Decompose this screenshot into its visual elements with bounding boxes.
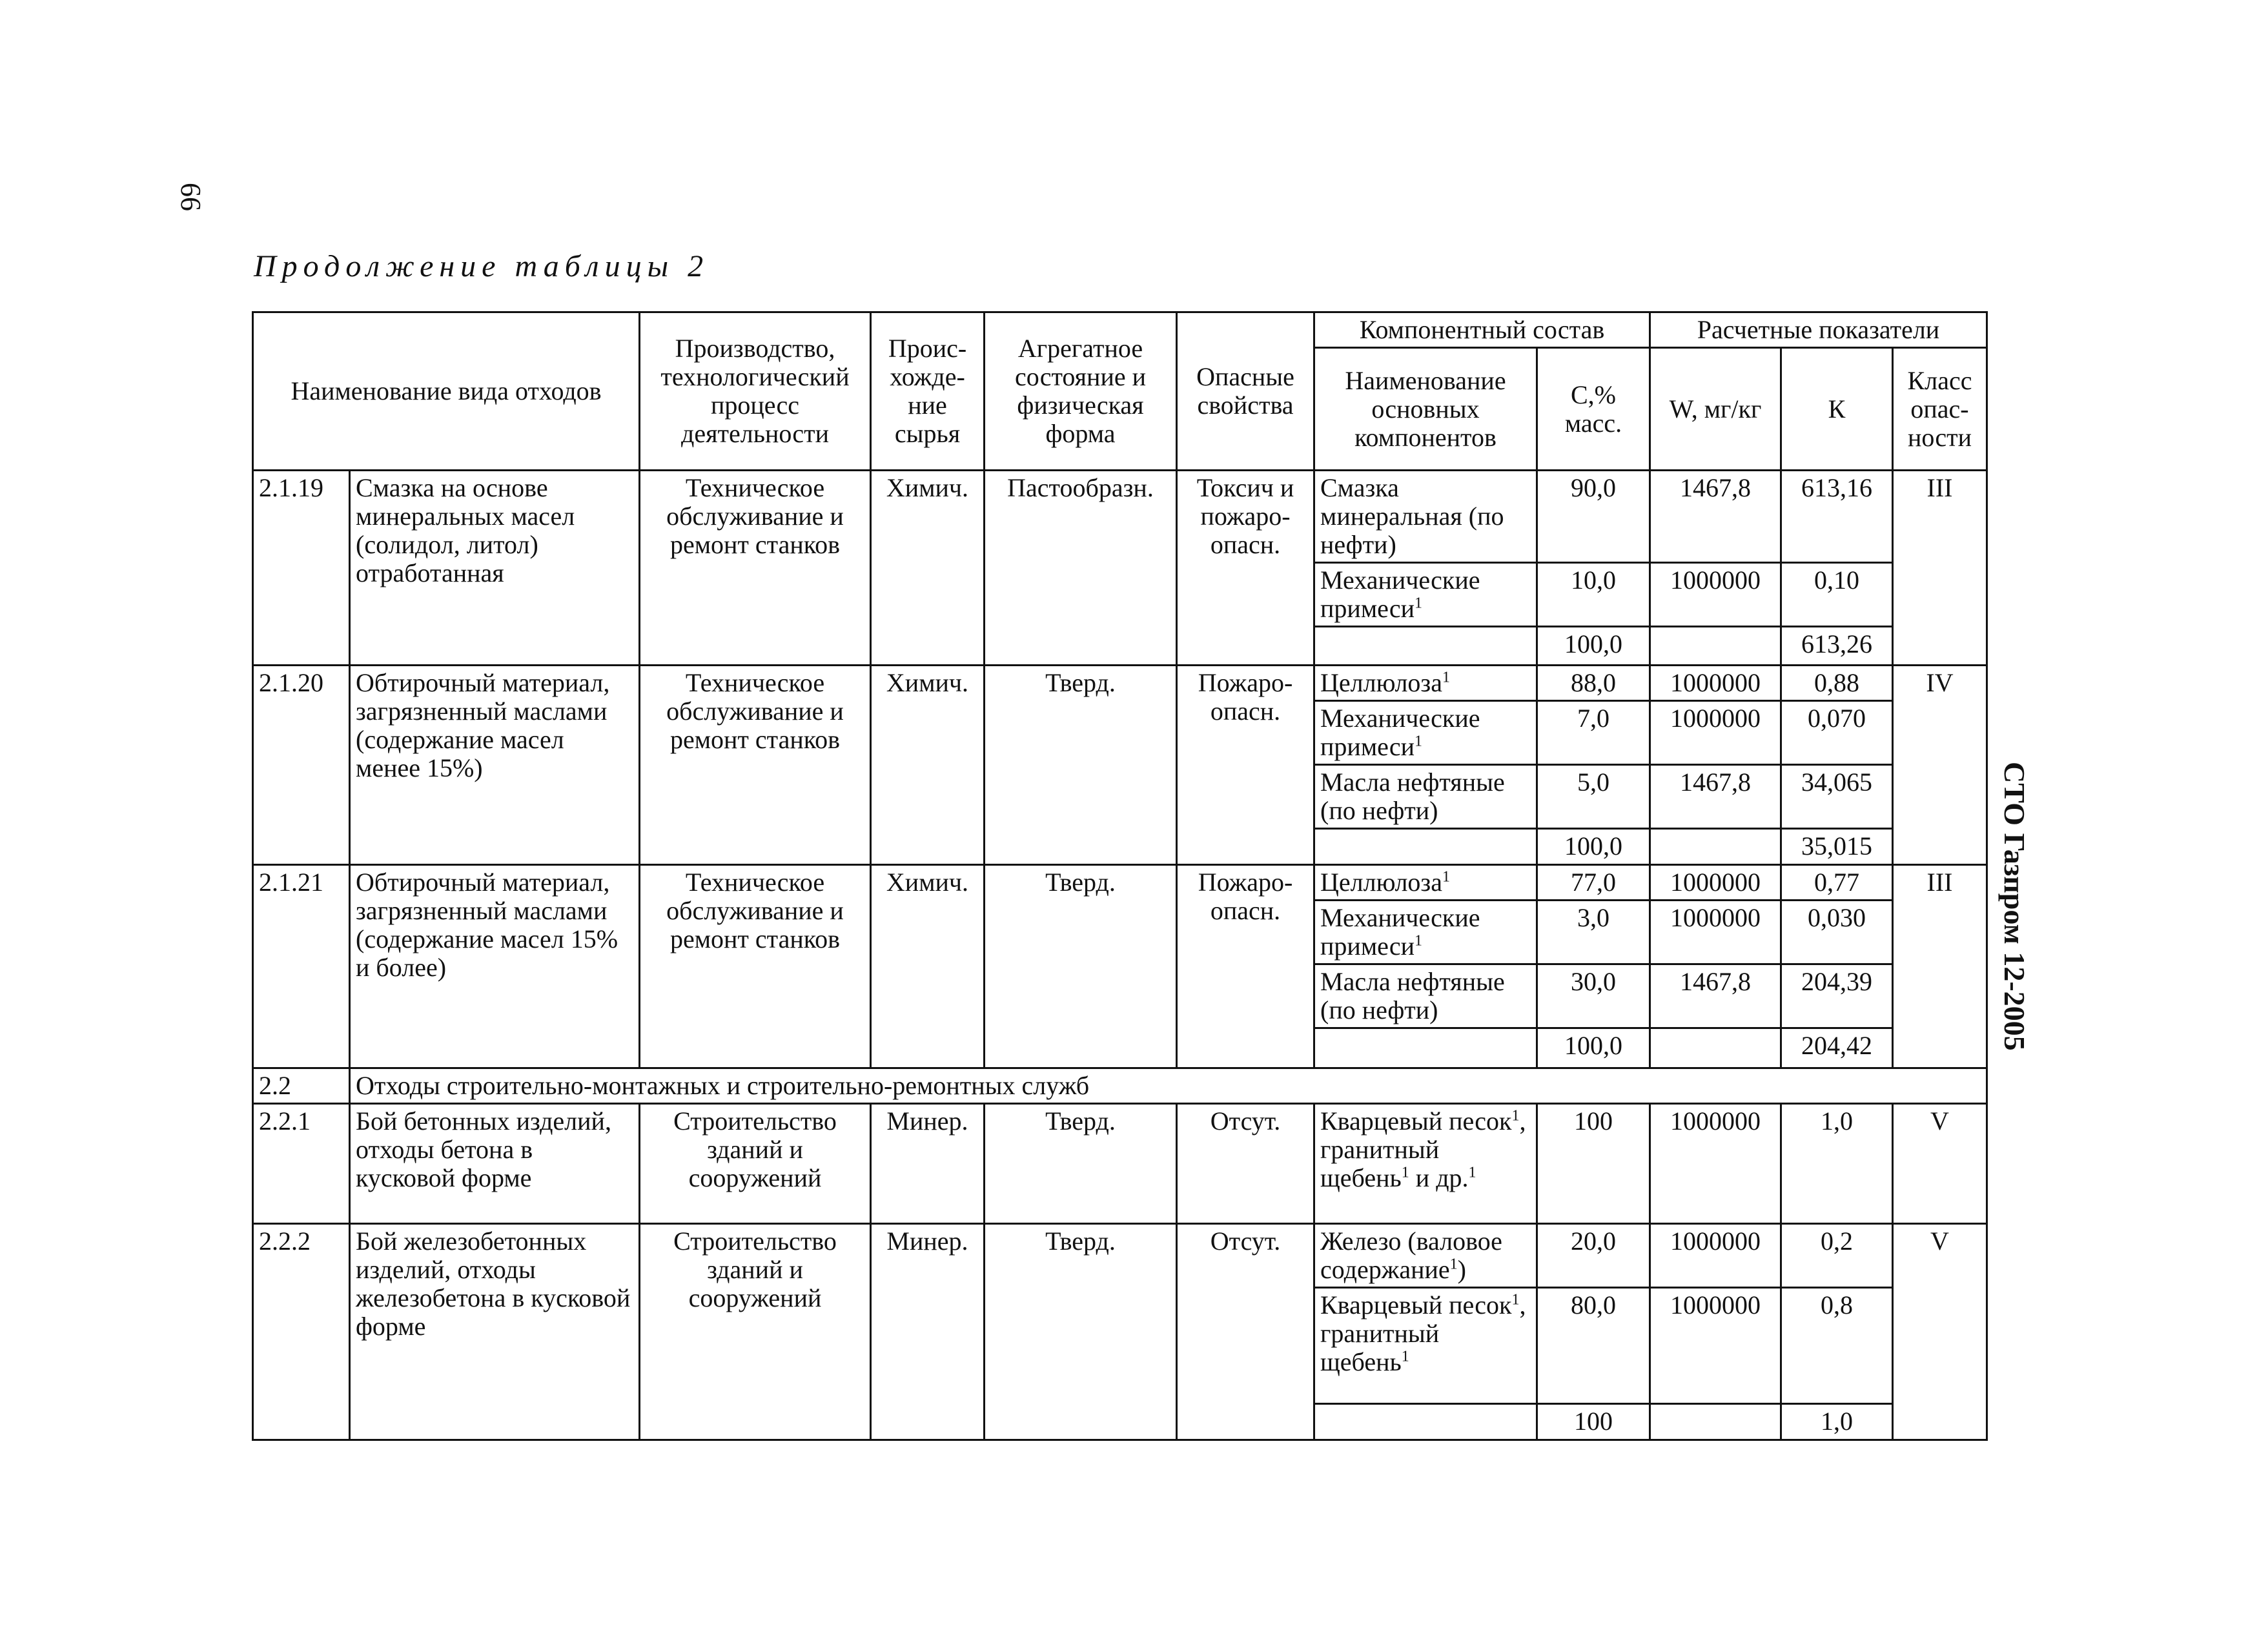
table-caption: Продолжение таблицы 2 — [254, 249, 710, 283]
row-code: 2.1.19 — [253, 471, 350, 666]
component-k: 204,39 — [1781, 964, 1893, 1028]
section-code: 2.2 — [253, 1068, 350, 1104]
footnote-mark: 1 — [1401, 1348, 1409, 1365]
header-row — [253, 312, 1987, 348]
component-name-text: , гранитный щебень — [1320, 1290, 1526, 1376]
component-k: 1,0 — [1781, 1104, 1893, 1224]
total-w — [1650, 627, 1781, 666]
row-code: 2.2.1 — [253, 1104, 350, 1224]
component-name — [1314, 563, 1537, 627]
row-hazard-class: V — [1893, 1224, 1987, 1440]
table-row — [253, 865, 1987, 901]
row-waste-name: Обтирочный материал, загрязненный маслами (содержание масел 15% и более) — [350, 865, 640, 1068]
component-c: 88,0 — [1537, 666, 1650, 701]
row-code: 2.1.21 — [253, 865, 350, 1068]
component-name — [1314, 1404, 1537, 1440]
footnote-mark: 1 — [1415, 932, 1423, 950]
component-w: 1000000 — [1650, 1224, 1781, 1288]
header-name: Наименование вида отходов — [253, 312, 640, 471]
component-k: 0,030 — [1781, 901, 1893, 964]
row-hazard-class: III — [1893, 471, 1987, 666]
row-hazard-class: III — [1893, 865, 1987, 1068]
row-hazard: Пожаро- опасн. — [1177, 666, 1314, 865]
total-k: 1,0 — [1781, 1404, 1893, 1440]
header-c-mass: С,% масс. — [1537, 348, 1650, 471]
row-origin: Химич. — [871, 666, 985, 865]
total-c: 100 — [1537, 1404, 1650, 1440]
row-production: Техническое обслуживание и ремонт станков — [640, 471, 871, 666]
component-name: Масла нефтяные (по нефти) — [1314, 765, 1537, 829]
component-name — [1314, 1104, 1537, 1224]
component-w: 1467,8 — [1650, 471, 1781, 563]
component-name-text: Механические примеси — [1320, 903, 1480, 961]
component-c: 100 — [1537, 1104, 1650, 1224]
component-k: 0,88 — [1781, 666, 1893, 701]
component-w: 1000000 — [1650, 1288, 1781, 1404]
component-name-text: Кварцевый песок — [1320, 1290, 1512, 1319]
row-waste-name: Бой железобетонных изделий, отходы железобетона в кусковой форме — [350, 1224, 640, 1440]
header-aggregate: Агрегатное состояние и физическая форма — [985, 312, 1177, 471]
component-w: 1000000 — [1650, 666, 1781, 701]
row-production: Строительство зданий и сооружений — [640, 1224, 871, 1440]
header-origin: Проис- хожде- ние сырья — [871, 312, 985, 471]
component-name-text: , гранитный щебень — [1320, 1106, 1526, 1192]
component-name — [1314, 829, 1537, 865]
footnote-mark: 1 — [1401, 1164, 1409, 1181]
total-k: 613,26 — [1781, 627, 1893, 666]
row-hazard: Отсут. — [1177, 1104, 1314, 1224]
header-hazard: Опасные свойства — [1177, 312, 1314, 471]
component-name-text: Целлюлоза — [1320, 668, 1442, 697]
component-w: 1000000 — [1650, 901, 1781, 964]
footnote-mark: 1 — [1511, 1107, 1520, 1125]
table-row — [253, 1224, 1987, 1288]
running-header: СТО Газпром 12-2005 — [1998, 762, 2031, 1051]
total-w — [1650, 1028, 1781, 1068]
component-k: 0,77 — [1781, 865, 1893, 901]
footnote-mark: 1 — [1442, 669, 1450, 686]
row-waste-name: Бой бетонных изделий, отходы бетона в кусковой форме — [350, 1104, 640, 1224]
total-c: 100,0 — [1537, 627, 1650, 666]
row-waste-name: Смазка на основе минеральных масел (солидол, литол) отработанная — [350, 471, 640, 666]
component-c: 90,0 — [1537, 471, 1650, 563]
component-c: 77,0 — [1537, 865, 1650, 901]
component-k: 34,065 — [1781, 765, 1893, 829]
total-c: 100,0 — [1537, 829, 1650, 865]
component-name-text: Механические примеси — [1320, 565, 1480, 623]
row-aggregate: Тверд. — [985, 666, 1177, 865]
component-name: Смазка минеральная (по нефти) — [1314, 471, 1537, 563]
row-aggregate: Тверд. — [985, 1104, 1177, 1224]
component-name — [1314, 1028, 1537, 1068]
row-production: Строительство зданий и сооружений — [640, 1104, 871, 1224]
footnote-mark: 1 — [1415, 733, 1423, 750]
component-k: 613,16 — [1781, 471, 1893, 563]
row-hazard: Токсич и пожаро- опасн. — [1177, 471, 1314, 666]
row-production: Техническое обслуживание и ремонт станков — [640, 865, 871, 1068]
header-component-group: Компонентный состав — [1314, 312, 1650, 348]
component-c: 20,0 — [1537, 1224, 1650, 1288]
component-c: 10,0 — [1537, 563, 1650, 627]
footnote-mark: 1 — [1449, 1256, 1458, 1273]
footnote-mark: 1 — [1468, 1164, 1476, 1181]
total-w — [1650, 829, 1781, 865]
row-hazard-class: V — [1893, 1104, 1987, 1224]
component-name — [1314, 865, 1537, 901]
component-name-text: ) — [1457, 1255, 1466, 1284]
component-w: 1000000 — [1650, 865, 1781, 901]
row-origin: Химич. — [871, 865, 985, 1068]
component-c: 80,0 — [1537, 1288, 1650, 1404]
component-name-text: Кварцевый песок — [1320, 1106, 1512, 1136]
row-hazard: Пожаро- опасн. — [1177, 865, 1314, 1068]
component-name — [1314, 701, 1537, 765]
footnote-mark: 1 — [1415, 595, 1423, 612]
component-w: 1000000 — [1650, 1104, 1781, 1224]
component-k: 0,070 — [1781, 701, 1893, 765]
waste-table — [252, 311, 1988, 1441]
row-aggregate: Тверд. — [985, 1224, 1177, 1440]
component-name — [1314, 627, 1537, 666]
component-k: 0,2 — [1781, 1224, 1893, 1288]
component-name-text: и др. — [1409, 1163, 1469, 1192]
component-name-text: Целлюлоза — [1320, 868, 1442, 897]
component-name — [1314, 901, 1537, 964]
row-waste-name: Обтирочный материал, загрязненный маслами (содержание масел менее 15%) — [350, 666, 640, 865]
component-w: 1000000 — [1650, 563, 1781, 627]
component-name-text: Железо (валовое содержание — [1320, 1227, 1502, 1284]
row-aggregate: Тверд. — [985, 865, 1177, 1068]
component-c: 3,0 — [1537, 901, 1650, 964]
table-row — [253, 1104, 1987, 1224]
component-name — [1314, 1288, 1537, 1404]
component-c: 5,0 — [1537, 765, 1650, 829]
component-name: Масла нефтяные (по нефти) — [1314, 964, 1537, 1028]
header-k: К — [1781, 348, 1893, 471]
component-name-text: Механические примеси — [1320, 704, 1480, 761]
header-hazard-class: Класс опас- ности — [1893, 348, 1987, 471]
footnote-mark: 1 — [1442, 868, 1450, 886]
row-origin: Минер. — [871, 1224, 985, 1440]
row-code: 2.1.20 — [253, 666, 350, 865]
header-calc-group: Расчетные показатели — [1650, 312, 1987, 348]
row-hazard: Отсут. — [1177, 1224, 1314, 1440]
component-name — [1314, 666, 1537, 701]
row-origin: Минер. — [871, 1104, 985, 1224]
total-k: 35,015 — [1781, 829, 1893, 865]
page-number: 66 — [175, 183, 207, 211]
total-c: 100,0 — [1537, 1028, 1650, 1068]
component-c: 30,0 — [1537, 964, 1650, 1028]
row-code: 2.2.2 — [253, 1224, 350, 1440]
component-w: 1467,8 — [1650, 964, 1781, 1028]
section-row — [253, 1068, 1987, 1104]
row-aggregate: Пастообразн. — [985, 471, 1177, 666]
table-row — [253, 471, 1987, 563]
component-w: 1467,8 — [1650, 765, 1781, 829]
component-name — [1314, 1224, 1537, 1288]
component-k: 0,10 — [1781, 563, 1893, 627]
row-production: Техническое обслуживание и ремонт станков — [640, 666, 871, 865]
component-w: 1000000 — [1650, 701, 1781, 765]
row-origin: Химич. — [871, 471, 985, 666]
total-w — [1650, 1404, 1781, 1440]
header-component-name: Наименование основных компонентов — [1314, 348, 1537, 471]
section-title: Отходы строительно-монтажных и строительно-ремонтных служб — [350, 1068, 1987, 1104]
component-c: 7,0 — [1537, 701, 1650, 765]
header-w: W, мг/кг — [1650, 348, 1781, 471]
row-hazard-class: IV — [1893, 666, 1987, 865]
footnote-mark: 1 — [1511, 1291, 1520, 1309]
table-row — [253, 666, 1987, 701]
total-k: 204,42 — [1781, 1028, 1893, 1068]
header-production: Производство, технологический процесс деятельности — [640, 312, 871, 471]
component-k: 0,8 — [1781, 1288, 1893, 1404]
